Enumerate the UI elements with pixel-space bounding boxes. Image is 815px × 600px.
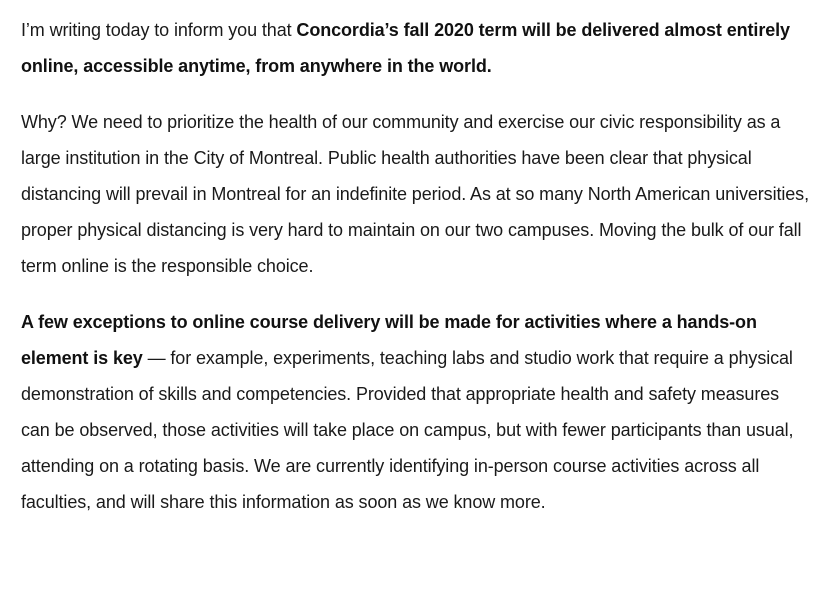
announcement-lead: I’m writing today to inform you that: [21, 20, 297, 40]
paragraph-exceptions: [21, 304, 811, 520]
letter-body: [21, 12, 811, 520]
exceptions-highlight: A few exceptions to online course delivery will be made for activities where a hands-on element is key: [21, 312, 757, 368]
rationale-text: Why? We need to prioritize the health of our community and exercise our civic responsibility as a large institution in the City of Montreal. Public health authorities have been clear that physical distancing will prevail in Montreal for an indefinite period. As at so many North American universities, proper physical distancing is very hard to maintain on our two campuses. Moving the bulk of our fall term online is the responsible choice.: [21, 112, 809, 276]
exceptions-text: — for example, experiments, teaching labs and studio work that require a physical demonstration of skills and competencies. Provided that appropriate health and safety measures can be observed, those activities will take place on campus, but with fewer participants than usual, attending on a rotating basis. We are currently identifying in-person course activities across all faculties, and will share this information as soon as we know more.: [21, 348, 794, 512]
paragraph-rationale: [21, 104, 811, 284]
announcement-highlight: Concordia’s fall 2020 term will be delivered almost entirely online, accessible anytime, from anywhere in the world.: [21, 20, 790, 76]
paragraph-announcement: [21, 12, 811, 84]
